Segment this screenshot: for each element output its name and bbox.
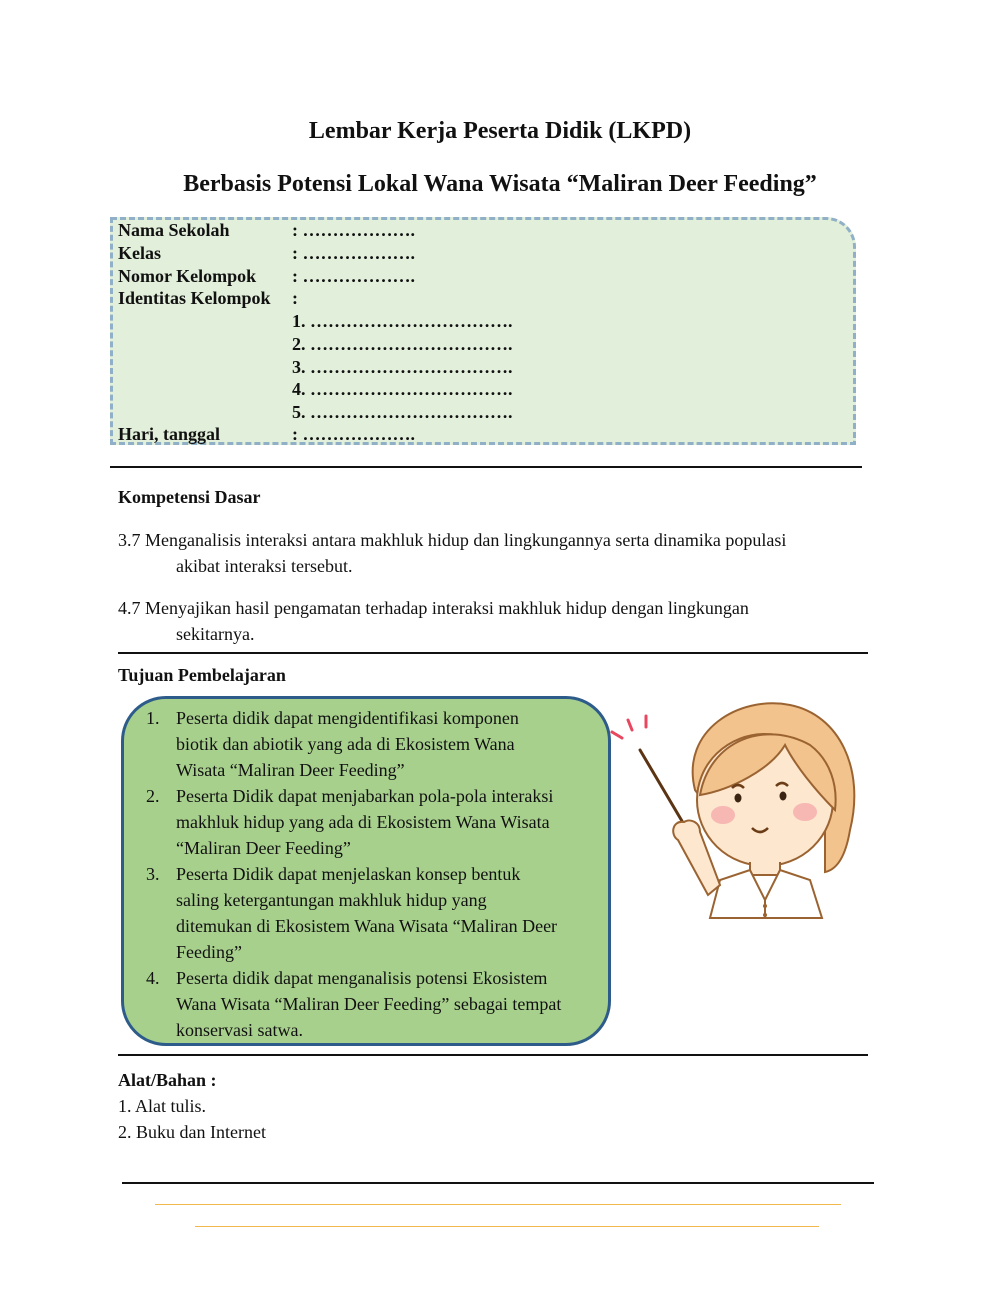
group-identity-colon: : <box>292 288 298 308</box>
group-number-label: Nomor Kelompok <box>118 266 257 286</box>
goal-line: saling ketergantungan makhluk hidup yang <box>176 890 487 910</box>
goal-line: Peserta Didik dapat menjelaskan konsep bentuk <box>176 864 521 884</box>
goal-number: 4. <box>146 968 160 988</box>
goal-line: makhluk hidup yang ada di Ekosistem Wana Wisata <box>176 812 550 832</box>
divider <box>118 1054 868 1056</box>
goal-item <box>146 783 554 861</box>
goal-line: Feeding” <box>176 942 242 962</box>
goal-line: Wana Wisata “Maliran Deer Feeding” sebagai tempat <box>176 994 562 1014</box>
kd-item-4-7: 4.7 Menyajikan hasil pengamatan terhadap interaksi makhluk hidup dengan lingkungan <box>118 598 749 618</box>
goal-line: Peserta didik dapat mengidentifikasi komponen <box>176 708 519 728</box>
alat-heading: Alat/Bahan : <box>118 1070 217 1090</box>
member-field[interactable]: 3. ……………………………. <box>292 357 513 377</box>
accent-line <box>195 1226 819 1227</box>
teacher-illustration <box>600 690 870 930</box>
goal-line: biotik dan abiotik yang ada di Ekosistem Wana <box>176 734 515 754</box>
alat-item: 1. Alat tulis. <box>118 1096 207 1116</box>
goal-line: “Maliran Deer Feeding” <box>176 838 351 858</box>
member-field[interactable]: 1. ……………………………. <box>292 311 513 331</box>
date-field[interactable]: : ………………. <box>292 424 415 444</box>
school-name-label: Nama Sekolah <box>118 220 230 240</box>
goal-item <box>146 861 558 965</box>
alat-item: 2. Buku dan Internet <box>118 1122 266 1142</box>
goal-number: 3. <box>146 864 160 884</box>
attention-marks-icon <box>612 716 646 738</box>
goal-line: Peserta didik dapat menganalisis potensi Ekosistem <box>176 968 548 988</box>
goal-item <box>146 965 562 1043</box>
divider <box>118 652 868 654</box>
class-field[interactable]: : ………………. <box>292 243 415 263</box>
kd-item-3-7-cont: akibat interaksi tersebut. <box>176 556 353 576</box>
member-field[interactable]: 4. ……………………………. <box>292 379 513 399</box>
school-name-field[interactable]: : ………………. <box>292 220 415 240</box>
goal-number: 2. <box>146 786 160 806</box>
member-field[interactable]: 5. ……………………………. <box>292 402 513 422</box>
goal-item <box>146 705 519 783</box>
goal-line: ditemukan di Ekosistem Wana Wisata “Maliran Deer <box>176 916 558 936</box>
tujuan-heading: Tujuan Pembelajaran <box>118 665 286 685</box>
page-subtitle: Berbasis Potensi Lokal Wana Wisata “Maliran Deer Feeding” <box>183 171 817 197</box>
kompetensi-heading: Kompetensi Dasar <box>118 487 261 507</box>
goal-line: Wisata “Maliran Deer Feeding” <box>176 760 405 780</box>
page-title: Lembar Kerja Peserta Didik (LKPD) <box>308 118 692 144</box>
kd-item-4-7-cont: sekitarnya. <box>176 624 255 644</box>
goal-number: 1. <box>146 708 160 728</box>
goal-line: Peserta Didik dapat menjabarkan pola-pola interaksi <box>176 786 554 806</box>
group-number-field[interactable]: : ………………. <box>292 266 415 286</box>
accent-line <box>155 1204 841 1205</box>
divider <box>110 466 862 468</box>
divider <box>122 1182 874 1184</box>
class-label: Kelas <box>118 243 161 263</box>
goal-line: konservasi satwa. <box>176 1020 303 1040</box>
member-field[interactable]: 2. ……………………………. <box>292 334 513 354</box>
group-identity-label: Identitas Kelompok <box>118 288 271 308</box>
date-label: Hari, tanggal <box>118 424 220 444</box>
kd-item-3-7: 3.7 Menganalisis interaksi antara makhluk hidup dan lingkungannya serta dinamika populasi <box>118 530 787 550</box>
